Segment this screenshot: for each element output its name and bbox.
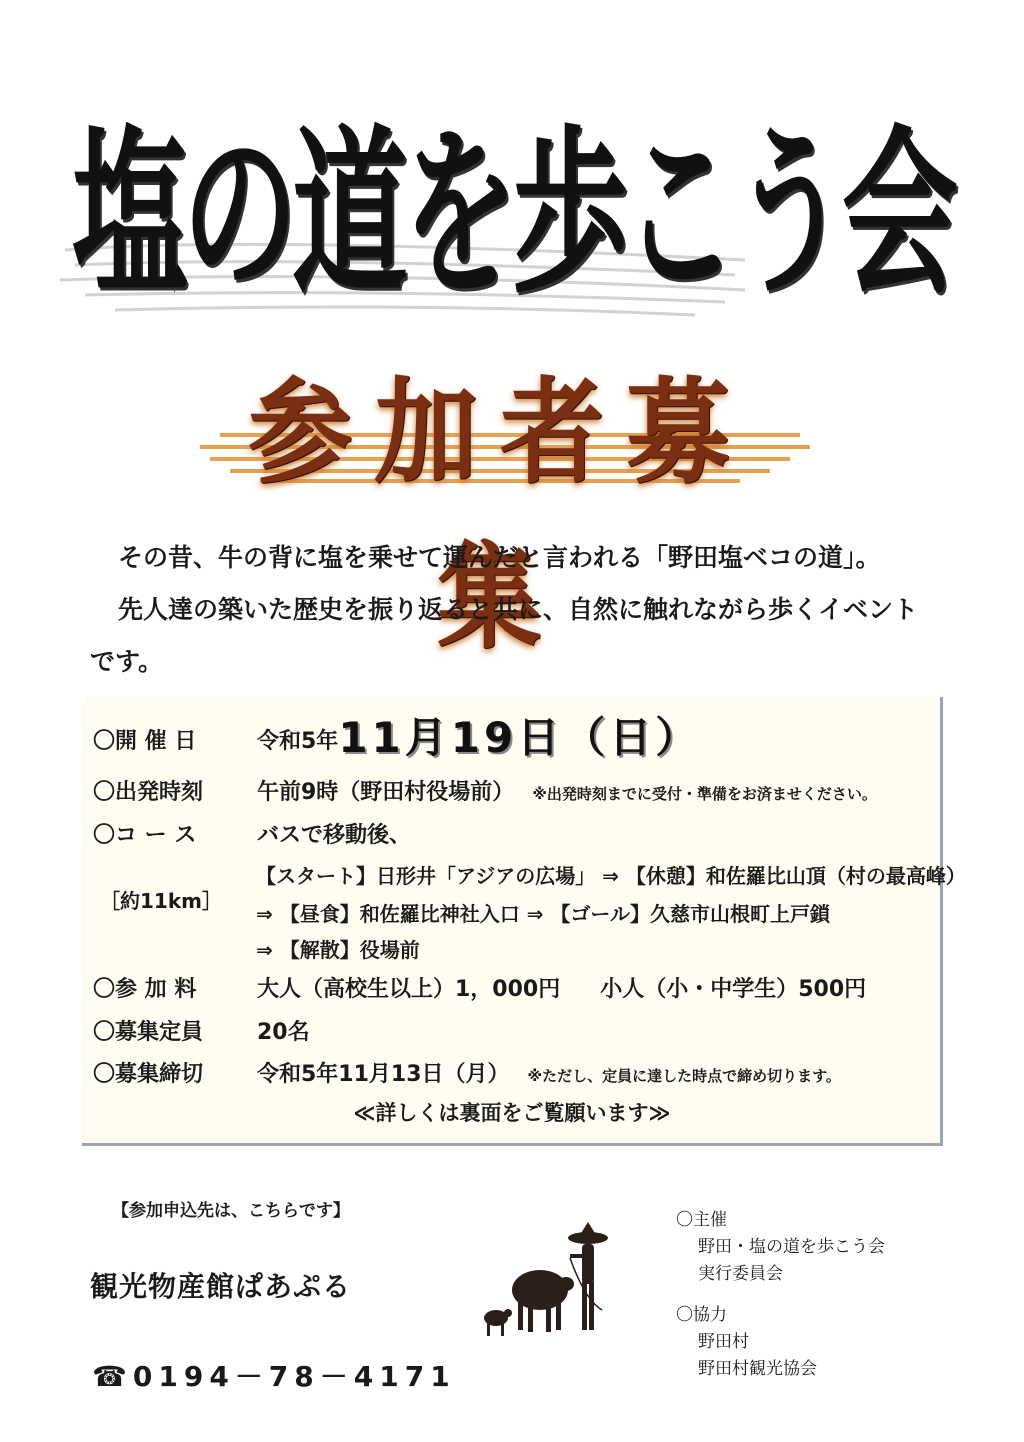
see-back-note: ≪詳しくは裏面をご覧願います≫ bbox=[353, 1101, 671, 1125]
fee-child: 小人（小・中学生）500円 bbox=[600, 977, 867, 1002]
intro-line-1: その昔、牛の背に塩を乗せて運んだと言われる「野田塩ベコの道」。 bbox=[118, 543, 881, 572]
intro-line-3: です。 bbox=[90, 647, 164, 676]
intro-text bbox=[90, 532, 950, 688]
host-line-2: 実行委員会 bbox=[698, 1264, 783, 1284]
capacity-value: 20名 bbox=[257, 1020, 310, 1045]
fee-adult: 大人（高校生以上）1，000円 bbox=[257, 977, 561, 1002]
intro-line-2: 先人達の築いた歴史を振り返ると共に、自然に触れながら歩くイベント bbox=[118, 595, 919, 624]
organizer-block bbox=[676, 1207, 885, 1383]
deadline-row bbox=[93, 1057, 841, 1088]
date-label: 〇開 催 日 bbox=[93, 729, 197, 754]
apply-heading: 【参加申込先は、こちらです】 bbox=[112, 1201, 350, 1221]
course-value: バスで移動後、 bbox=[257, 823, 412, 848]
date-row bbox=[93, 705, 701, 765]
deadline-value: 令和5年11月13日（月） bbox=[257, 1062, 510, 1087]
shop-name: 観光物産館ぱあぷる bbox=[90, 1270, 352, 1303]
course-line-3: ⇒ 【解散】役場前 bbox=[256, 938, 420, 962]
phone-number: ☎0194－78－4171 bbox=[92, 1360, 456, 1393]
capacity-row bbox=[93, 1015, 310, 1046]
fee-label: 〇参 加 料 bbox=[93, 977, 197, 1002]
course-line-2: ⇒ 【昼食】和佐羅比神社入口 ⇒ 【ゴール】久慈市山根町上戸鎖 bbox=[256, 902, 831, 926]
date-big: 11月19日（日） bbox=[338, 713, 702, 762]
man-with-cows-illustration bbox=[470, 1210, 630, 1350]
coop-label: 〇協力 bbox=[676, 1305, 727, 1325]
subtitle-recruiting: 参加者募集 bbox=[247, 365, 752, 665]
deadline-label: 〇募集締切 bbox=[93, 1062, 204, 1087]
date-era: 令和5年 bbox=[257, 729, 339, 754]
depart-note: ※出発時刻までに受付・準備をお済ませください。 bbox=[532, 785, 877, 803]
course-line-1: 【スタート】日形井「アジアの広場」 ⇒ 【休憩】和佐羅比山頂（村の最高峰） bbox=[256, 864, 966, 888]
course-row bbox=[93, 818, 411, 849]
coop-line-1: 野田村 bbox=[698, 1332, 749, 1352]
course-distance: ［約11km］ bbox=[100, 889, 222, 913]
host-label: 〇主催 bbox=[676, 1210, 727, 1230]
deadline-note: ※ただし、定員に達した時点で締め切ります。 bbox=[527, 1067, 841, 1085]
coop-line-2: 野田村観光協会 bbox=[698, 1359, 817, 1379]
depart-label: 〇出発時刻 bbox=[93, 780, 204, 805]
fee-row bbox=[93, 972, 866, 1003]
depart-row bbox=[93, 775, 877, 806]
capacity-label: 〇募集定員 bbox=[93, 1020, 204, 1045]
page-title: 塩の道を歩こう会 bbox=[72, 110, 952, 320]
depart-value: 午前9時（野田村役場前） bbox=[257, 780, 515, 805]
course-label: 〇コ ー ス bbox=[93, 823, 197, 848]
host-line-1: 野田・塩の道を歩こう会 bbox=[698, 1237, 885, 1257]
